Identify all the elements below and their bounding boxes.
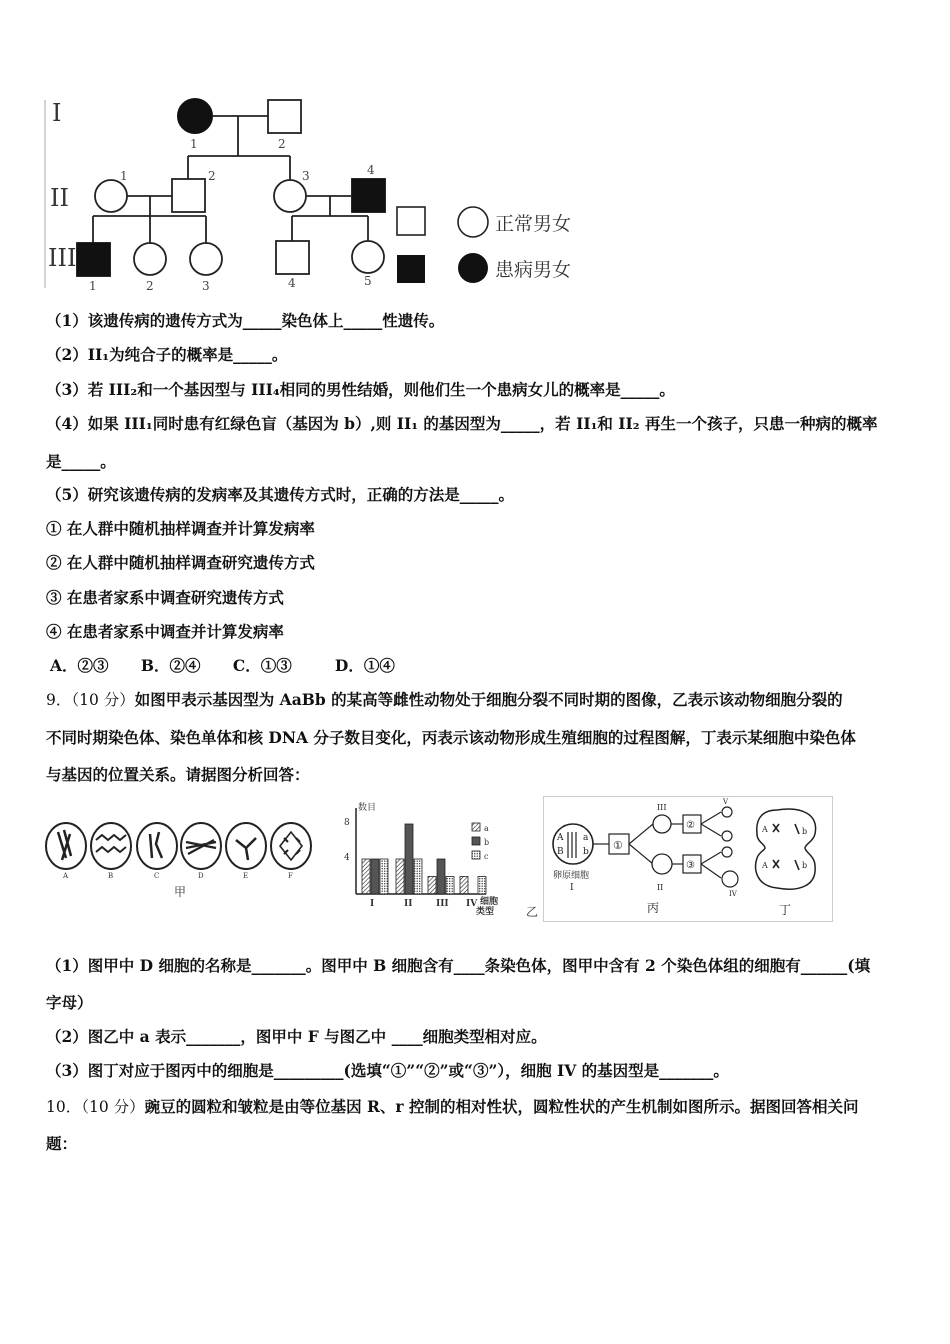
cell-label-C: C [154, 872, 160, 880]
legend-affected-male [397, 255, 425, 283]
num-I-1: 1 [190, 137, 198, 151]
bing-label-I: I [570, 883, 574, 893]
q10-stem-line2: 题： [46, 1134, 78, 1153]
yi-bar-I-a [362, 859, 370, 894]
yi-bar-III-a [428, 877, 436, 895]
legend-normal-male [397, 207, 425, 235]
yi-bar-I-b [371, 859, 379, 894]
yi-bar-IV-c [478, 877, 486, 895]
yi-ytick-8: 8 [344, 818, 350, 828]
num-II-1: 1 [120, 169, 128, 183]
q9-part2: （2）图乙中 a 表示_______，图甲中 F 与图乙中 ____细胞类型相对应。 [46, 1027, 547, 1046]
ding-caption: 丁 [779, 903, 792, 917]
bing-oogonium-cell [553, 824, 593, 864]
II-2-normal-male [172, 179, 205, 212]
yi-ytick-4: 4 [344, 853, 350, 863]
q9-stem-text1: 如图甲表示基因型为 AaBb 的某高等雌性动物处于细胞分裂不同时期的图像，乙表示该动物细胞分裂的 [134, 690, 843, 709]
yi-xlabel-2: 类型 [476, 907, 495, 917]
yi-ylabel: 数目 [358, 803, 377, 813]
II-1-normal-female [95, 180, 127, 212]
yi-bar-II-c [414, 859, 422, 894]
III-5-normal-female [352, 241, 384, 273]
cell-label-A: A [63, 872, 69, 880]
ding-gene-b-bottom: b [802, 861, 808, 870]
num-III-1: 1 [89, 279, 97, 293]
figure-jia [44, 818, 316, 902]
legend-affected-female [458, 253, 488, 283]
yi-legend-swatch-a [472, 823, 480, 831]
num-II-3: 3 [302, 169, 310, 183]
num-III-4: 4 [288, 276, 296, 290]
q9-part1-line1: （1）图甲中 D 细胞的名称是_______。图甲中 B 细胞含有____条染色体，图甲中含有 2 个染色体组的细胞有______(填 [46, 956, 871, 975]
q9-part3: （3）图丁对应于图丙中的细胞是_________(选填“①”“②”或“③”），细胞 IV 的基因型是_______。 [46, 1061, 729, 1080]
yi-bar-IV-a [460, 877, 468, 895]
cell-B [91, 823, 131, 869]
yi-legend-c: c [484, 852, 489, 861]
pedigree-chart [40, 88, 600, 293]
num-I-2: 2 [278, 137, 286, 151]
yi-legend-a: a [484, 824, 489, 833]
III-1-affected-male [77, 243, 110, 276]
yi-legend-swatch-b [472, 837, 480, 845]
q8-option-1: ① 在人群中随机抽样调查并计算发病率 [46, 519, 315, 538]
ding-gene-b-top: b [802, 827, 808, 836]
yi-bar-II-a [396, 859, 404, 894]
cell-C [137, 823, 177, 869]
q8-option-4: ④ 在患者家系中调查并计算发病率 [46, 622, 284, 641]
cell-E [226, 823, 266, 869]
II-4-affected-male [352, 179, 385, 212]
yi-legend-swatch-c [472, 851, 480, 859]
gen-label-II: II [50, 184, 69, 212]
cell-A [46, 823, 86, 869]
bing-gene-a: a [583, 833, 589, 843]
gen-label-III: III [48, 244, 77, 272]
q9-number: 9．（10 分） [46, 691, 135, 709]
num-II-2: 2 [208, 169, 216, 183]
bing-circle-3: ③ [686, 860, 695, 871]
bing-polar-1 [722, 831, 732, 841]
q9-stem-line3: 与基因的位置关系。请据图分析回答： [46, 765, 310, 784]
legend-affected-label: 患病男女 [495, 259, 572, 281]
figure-jia-caption: 甲 [174, 885, 187, 899]
q8-part1: （1）该遗传病的遗传方式为_____染色体上_____性遗传。 [46, 311, 445, 330]
q10-stem-line1 [46, 1097, 858, 1117]
figure-bing-ding [543, 796, 833, 922]
cell-F [271, 823, 311, 869]
I-2-normal-male [268, 100, 301, 133]
yi-xlabel-1: 细胞 [480, 897, 499, 907]
legend-normal-female [458, 207, 488, 237]
bing-gene-A: A [557, 833, 564, 843]
yi-bar-III-c [446, 877, 454, 895]
yi-caption: 乙 [526, 905, 539, 918]
yi-group-II: II [404, 899, 413, 909]
q8-part4-line1: （4）如果 III₁同时患有红绿色盲（基因为 b）,则 II₁ 的基因型为_____，若 II₁和 II₂ 再生一个孩子，只患一种病的概率 [46, 414, 878, 433]
num-II-4: 4 [367, 163, 375, 177]
figure-yi-chart [336, 800, 546, 918]
q8-option-2: ② 在人群中随机抽样调查研究遗传方式 [46, 553, 315, 572]
bing-gene-B: B [557, 847, 564, 857]
q9-stem-line1 [46, 690, 843, 710]
q8-part3: （3）若 III₂和一个基因型与 III₄相同的男性结婚，则他们生一个患病女儿的概率是_____。 [46, 380, 675, 399]
bing-oogonium-label: 卵原细胞 [553, 871, 590, 881]
bing-circle-2: ② [686, 820, 695, 831]
bing-polar-2 [722, 847, 732, 857]
III-3-normal-female [190, 243, 222, 275]
yi-legend-b: b [484, 838, 490, 847]
cell-label-D: D [198, 872, 204, 880]
gen-label-I: I [52, 99, 62, 127]
cell-label-F: F [288, 872, 293, 880]
bing-circle-1: ① [613, 839, 623, 852]
q9-stem-line2: 不同时期染色体、染色单体和核 DNA 分子数目变化，丙表示该动物形成生殖细胞的过程图解，丁表示某细胞中染色体 [46, 728, 856, 747]
cell-label-E: E [243, 872, 249, 880]
III-2-normal-female [134, 243, 166, 275]
q10-stem-text1: 豌豆的圆粒和皱粒是由等位基因 R、r 控制的相对性状，圆粒性状的产生机制如图所示。据图回答相关问 [144, 1097, 859, 1116]
cell-D [181, 823, 221, 869]
bing-label-II: II [657, 883, 664, 892]
yi-bar-III-b [437, 859, 445, 894]
num-III-2: 2 [146, 279, 154, 293]
bing-label-V: V [723, 798, 729, 806]
bing-cell-II [652, 854, 672, 874]
q8-part4-line2: 是_____。 [46, 452, 116, 471]
ding-gene-A-bottom: A [762, 861, 768, 870]
q10-number: 10．（10 分） [46, 1098, 145, 1116]
bing-caption: 丙 [647, 901, 660, 915]
q8-option-3: ③ 在患者家系中调查研究遗传方式 [46, 588, 284, 607]
bing-cell-IV [722, 871, 738, 887]
bing-label-III: III [657, 803, 667, 812]
q8-part5: （5）研究该遗传病的发病率及其遗传方式时，正确的方法是_____。 [46, 485, 515, 504]
q9-part1-line2: 字母） [46, 993, 93, 1012]
bing-label-IV: IV [729, 890, 737, 898]
num-III-5: 5 [364, 274, 372, 288]
yi-group-III: III [436, 899, 449, 909]
q8-choices: A．②③ B．②④ C．①③ D．①④ [50, 656, 395, 675]
yi-bar-II-b [405, 824, 413, 894]
ding-gene-A-top: A [762, 825, 768, 834]
yi-group-IV: IV [466, 899, 478, 909]
II-3-normal-female [274, 180, 306, 212]
III-4-normal-male [276, 241, 309, 274]
cell-label-B: B [108, 872, 114, 880]
I-1-affected-female [178, 99, 212, 133]
yi-bar-I-c [380, 859, 388, 894]
bing-cell-III [653, 815, 671, 833]
q8-part2: （2）II₁为纯合子的概率是_____。 [46, 345, 288, 364]
yi-group-I: I [370, 899, 375, 909]
legend-normal-label: 正常男女 [495, 213, 572, 235]
bing-gene-b: b [583, 847, 589, 857]
num-III-3: 3 [202, 279, 210, 293]
bing-cell-V [722, 807, 732, 817]
